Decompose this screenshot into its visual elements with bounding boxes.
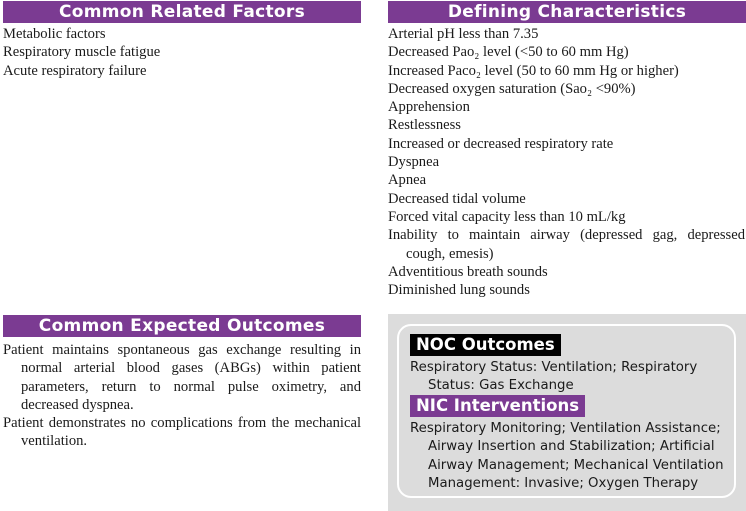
expected-outcomes-list bbox=[3, 341, 361, 451]
noc-outcomes-label bbox=[410, 334, 561, 356]
characteristic-item: Increased or decreased respiratory rate bbox=[388, 135, 614, 152]
characteristic-item: Adventitious breath sounds bbox=[388, 263, 548, 280]
related-factors-list bbox=[3, 25, 361, 80]
characteristic-item: Apprehension bbox=[388, 99, 470, 116]
characteristic-item: Decreased oxygen saturation (Sao₂ <90%) bbox=[388, 80, 636, 97]
characteristic-item: Inability to maintain airway (depressed gag, depressed cough, emesis) bbox=[388, 227, 745, 262]
defining-characteristics-list bbox=[388, 25, 745, 299]
expected-outcomes-header bbox=[3, 315, 361, 337]
characteristic-item: Decreased tidal volume bbox=[388, 190, 526, 207]
nic-interventions-label bbox=[410, 395, 585, 417]
noc-outcomes-text-block bbox=[410, 359, 722, 396]
noc-nic-panel bbox=[388, 314, 746, 511]
characteristic-item: Arterial pH less than 7.35 bbox=[388, 26, 539, 42]
noc-outcomes-text: Respiratory Status: Ventilation; Respiratory Status: Gas Exchange bbox=[410, 360, 698, 394]
related-factors-header bbox=[3, 1, 361, 23]
characteristic-item: Apnea bbox=[388, 172, 427, 189]
characteristic-item: Dyspnea bbox=[388, 154, 440, 171]
characteristic-item: Restlessness bbox=[388, 117, 461, 134]
related-factor-item: Metabolic factors bbox=[3, 26, 106, 42]
outcome-item: Patient maintains spontaneous gas exchange resulting in normal arterial blood gases (ABGs) within patient parameters, return to normal pulse oximetry, and decreased dyspnea. bbox=[3, 342, 361, 413]
noc-outcomes-title: NOC Outcomes bbox=[416, 335, 555, 354]
characteristic-item: Decreased Pao₂ level (<50 to 60 mm Hg) bbox=[388, 44, 629, 61]
defining-characteristics-title: Defining Characteristics bbox=[447, 2, 687, 22]
nic-interventions-text: Respiratory Monitoring; Ventilation Assistance; Airway Insertion and Stabilization; Artificial Airway Management; Mechanical Ventilation Management: Invasive; Oxygen Therapy bbox=[410, 421, 724, 492]
characteristic-item: Diminished lung sounds bbox=[388, 282, 530, 299]
nic-interventions-text-block bbox=[410, 420, 726, 494]
characteristic-item: Forced vital capacity less than 10 mL/kg bbox=[388, 208, 626, 225]
related-factor-item: Respiratory muscle fatigue bbox=[3, 44, 161, 61]
characteristic-item: Increased Paco₂ level (50 to 60 mm Hg or higher) bbox=[388, 62, 679, 79]
expected-outcomes-title: Common Expected Outcomes bbox=[38, 316, 326, 336]
defining-characteristics-header bbox=[388, 1, 746, 23]
outcome-item: Patient demonstrates no complications from the mechanical ventilation. bbox=[3, 415, 361, 450]
related-factors-title: Common Related Factors bbox=[58, 2, 306, 22]
nic-interventions-title: NIC Interventions bbox=[416, 396, 580, 415]
related-factor-item: Acute respiratory failure bbox=[3, 62, 147, 79]
